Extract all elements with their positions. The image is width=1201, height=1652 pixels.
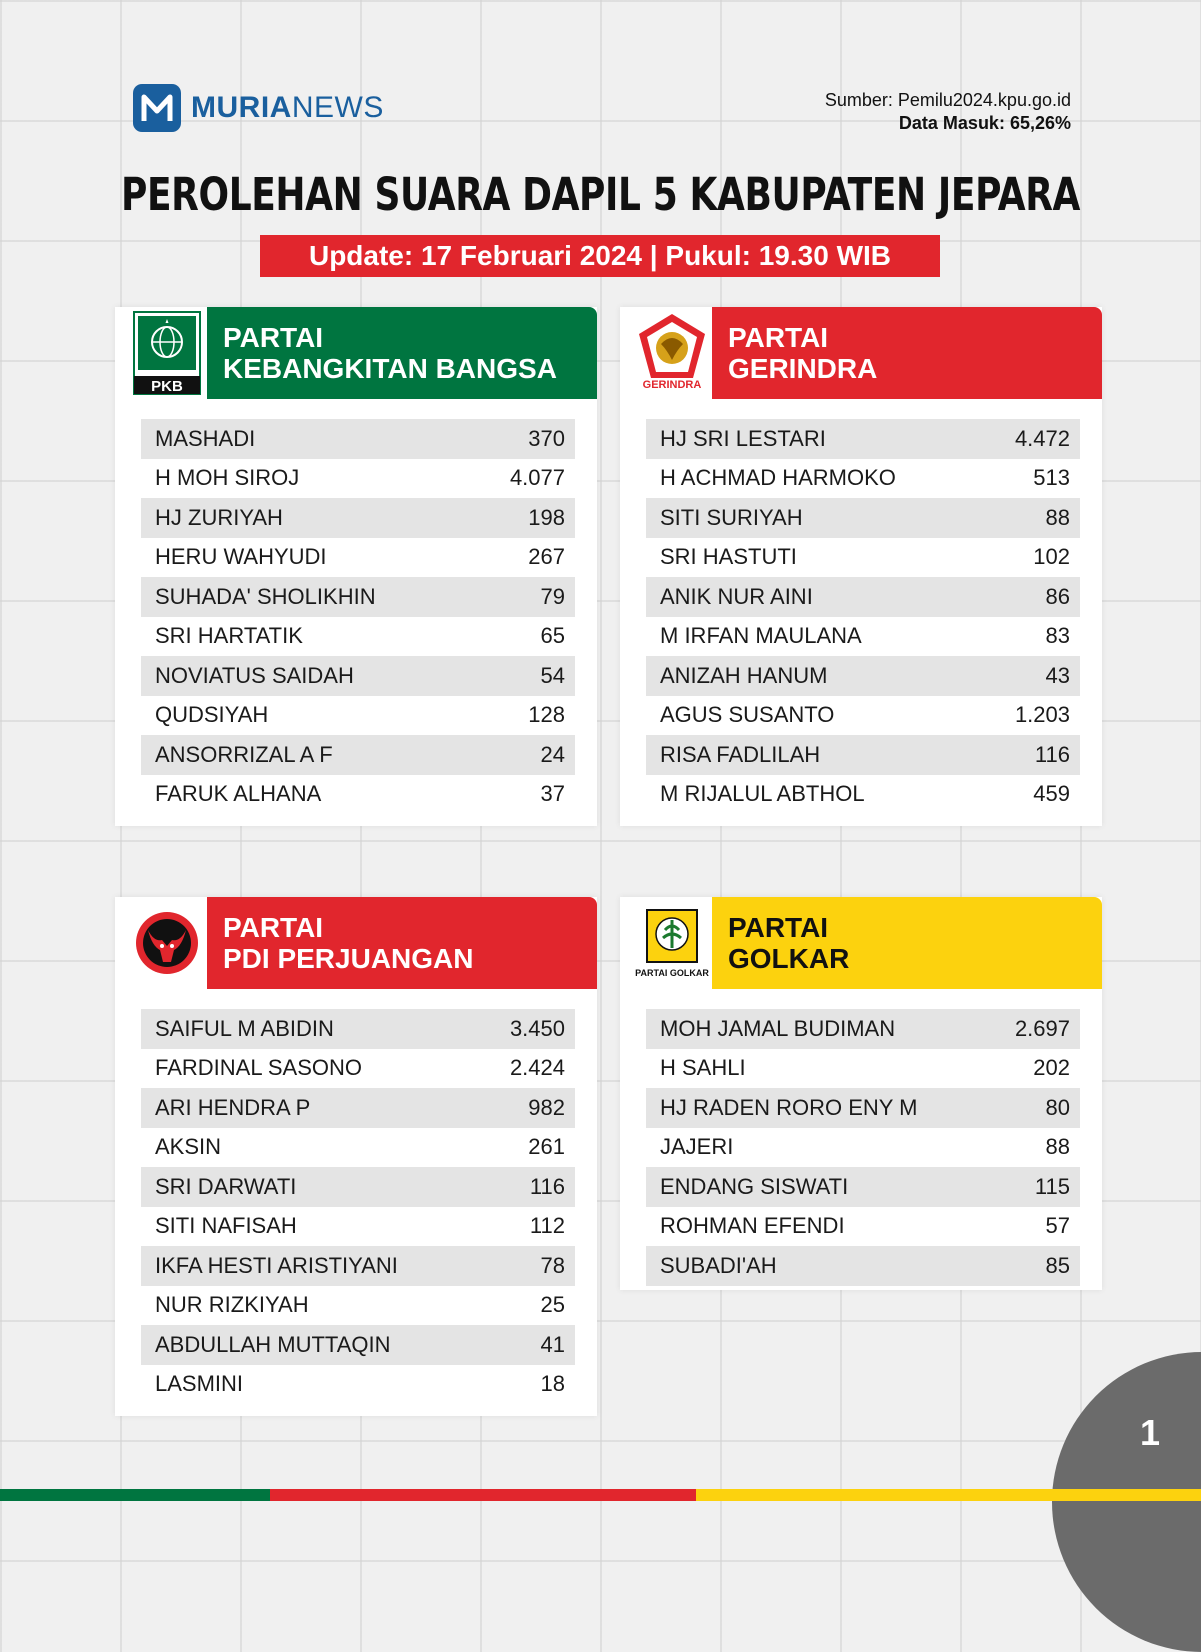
- golkar-logo-text: PARTAI GOLKAR: [635, 968, 709, 978]
- candidate-row: [646, 577, 1080, 617]
- candidate-name: ANIZAH HANUM: [660, 662, 828, 688]
- candidate-votes: 116: [1034, 741, 1070, 767]
- candidate-row: [141, 419, 575, 459]
- page-corner: [1052, 1352, 1201, 1652]
- candidate-votes: 128: [528, 702, 565, 728]
- candidate-votes: 65: [540, 623, 565, 649]
- candidate-name: ROHMAN EFENDI: [660, 1213, 845, 1239]
- candidate-votes: 1.203: [1014, 702, 1070, 728]
- candidate-votes: 4.472: [1014, 425, 1070, 451]
- candidate-votes: 4.077: [509, 465, 565, 491]
- candidate-row: [141, 775, 575, 815]
- candidate-name: AKSIN: [155, 1134, 222, 1160]
- gerindra-logo-text: GERINDRA: [642, 379, 702, 391]
- candidate-votes: 2.697: [1014, 1015, 1070, 1041]
- candidate-votes: 102: [1033, 544, 1070, 570]
- candidate-votes: 3.450: [509, 1015, 565, 1041]
- party-card-pdip: [115, 897, 597, 1416]
- candidate-name: H SAHLI: [660, 1055, 746, 1081]
- candidate-name: IKFA HESTI ARISTIYANI: [155, 1252, 398, 1278]
- candidate-name: ANSORRIZAL A F: [155, 741, 333, 767]
- candidate-name: SITI SURIYAH: [660, 504, 803, 530]
- candidate-row: [141, 617, 575, 657]
- candidate-name: SRI HASTUTI: [660, 544, 797, 570]
- candidate-row: [646, 656, 1080, 696]
- candidate-name: SITI NAFISAH: [155, 1213, 297, 1239]
- candidate-name: H MOH SIROJ: [155, 465, 300, 491]
- update-badge: Update: 17 Februari 2024 | Pukul: 19.30 WIB: [260, 235, 940, 277]
- candidate-votes: 112: [529, 1213, 565, 1239]
- candidate-votes: 79: [540, 583, 565, 609]
- candidate-name: NOVIATUS SAIDAH: [155, 662, 354, 688]
- candidate-row: [646, 538, 1080, 578]
- candidate-votes: 982: [528, 1094, 565, 1120]
- candidate-votes: 25: [540, 1292, 565, 1318]
- source-info: [825, 89, 1071, 135]
- candidate-name: HJ ZURIYAH: [155, 504, 283, 530]
- candidate-name: ANIK NUR AINI: [660, 583, 813, 609]
- party-header-pkb: [207, 307, 597, 399]
- candidate-row: [646, 1088, 1080, 1128]
- candidate-name: ARI HENDRA P: [155, 1094, 311, 1120]
- candidate-votes: 459: [1033, 781, 1070, 807]
- candidate-row: [141, 577, 575, 617]
- candidate-row: [646, 459, 1080, 499]
- party-header-gerindra: [712, 307, 1102, 399]
- candidate-row: [141, 1207, 575, 1247]
- candidate-row: [646, 1167, 1080, 1207]
- candidate-votes: 86: [1045, 583, 1070, 609]
- muria-m-icon: [133, 84, 181, 132]
- candidate-row: [646, 498, 1080, 538]
- candidate-name: MOH JAMAL BUDIMAN: [660, 1015, 896, 1041]
- candidate-votes: 80: [1045, 1094, 1070, 1120]
- pdip-logo-icon: [127, 899, 207, 987]
- pkb-logo-icon: [127, 309, 207, 397]
- candidate-votes: 57: [1045, 1213, 1070, 1239]
- candidate-name: JAJERI: [660, 1134, 734, 1160]
- candidate-votes: 115: [1034, 1173, 1070, 1199]
- party-name: GOLKAR: [728, 943, 850, 974]
- candidate-votes: 18: [540, 1371, 565, 1397]
- candidate-list-golkar: [646, 1009, 1080, 1286]
- candidate-votes: 54: [540, 662, 565, 688]
- candidate-row: [646, 1207, 1080, 1247]
- party-label: PARTAI: [223, 322, 324, 353]
- candidate-votes: 83: [1045, 623, 1070, 649]
- candidate-name: MASHADI: [155, 425, 256, 451]
- candidate-votes: 41: [540, 1331, 565, 1357]
- candidate-votes: 370: [528, 425, 565, 451]
- candidate-row: [141, 1128, 575, 1168]
- party-card-pkb: [115, 307, 597, 826]
- party-card-golkar: [620, 897, 1102, 1290]
- candidate-name: M IRFAN MAULANA: [660, 623, 862, 649]
- candidate-name: SUBADI'AH: [660, 1252, 777, 1278]
- candidate-list-pdip: [141, 1009, 575, 1404]
- brand-name: MURIANEWS: [191, 91, 384, 124]
- stripe-red: [270, 1489, 696, 1501]
- candidate-name: FARUK ALHANA: [155, 781, 322, 807]
- candidate-votes: 24: [540, 741, 565, 767]
- candidate-votes: 513: [1033, 465, 1070, 491]
- candidate-row: [141, 1286, 575, 1326]
- candidate-row: [141, 538, 575, 578]
- party-label: PARTAI: [728, 912, 829, 943]
- candidate-row: [141, 1365, 575, 1405]
- candidate-row: [646, 775, 1080, 815]
- candidate-row: [646, 419, 1080, 459]
- candidate-row: [141, 696, 575, 736]
- candidate-name: SAIFUL M ABIDIN: [155, 1015, 334, 1041]
- page-title: PEROLEHAN SUARA DAPIL 5 KABUPATEN JEPARA: [121, 168, 1081, 221]
- candidate-row: [141, 735, 575, 775]
- candidate-row: [141, 498, 575, 538]
- party-header-pdip: [207, 897, 597, 989]
- candidate-name: HJ RADEN RORO ENY M: [660, 1094, 918, 1120]
- golkar-logo-icon: [632, 899, 712, 987]
- candidate-row: [141, 1246, 575, 1286]
- muria-news-logo: [133, 84, 384, 132]
- candidate-votes: 198: [528, 504, 565, 530]
- candidate-row: [646, 696, 1080, 736]
- candidate-name: RISA FADLILAH: [660, 741, 821, 767]
- candidate-name: M RIJALUL ABTHOL: [660, 781, 865, 807]
- party-label: PARTAI: [223, 912, 324, 943]
- party-card-gerindra: [620, 307, 1102, 826]
- candidate-name: SRI DARWATI: [155, 1173, 297, 1199]
- candidate-row: [141, 459, 575, 499]
- candidate-row: [141, 656, 575, 696]
- candidate-votes: 116: [529, 1173, 565, 1199]
- stripe-yellow: [696, 1489, 1201, 1501]
- candidate-name: FARDINAL SASONO: [155, 1055, 363, 1081]
- candidate-list-gerindra: [646, 419, 1080, 814]
- candidate-name: HERU WAHYUDI: [155, 544, 327, 570]
- candidate-votes: 37: [540, 781, 565, 807]
- candidate-row: [646, 617, 1080, 657]
- candidate-votes: 85: [1045, 1252, 1070, 1278]
- pkb-logo-text: PKB: [151, 378, 183, 395]
- candidate-votes: 261: [528, 1134, 565, 1160]
- candidate-name: SRI HARTATIK: [155, 623, 303, 649]
- candidate-name: AGUS SUSANTO: [660, 702, 835, 728]
- candidate-votes: 43: [1045, 662, 1070, 688]
- party-label: PARTAI: [728, 322, 829, 353]
- party-header-golkar: [712, 897, 1102, 989]
- candidate-name: ENDANG SISWATI: [660, 1173, 849, 1199]
- candidate-row: [646, 1009, 1080, 1049]
- candidate-row: [141, 1167, 575, 1207]
- candidate-votes: 78: [540, 1252, 565, 1278]
- candidate-name: LASMINI: [155, 1371, 244, 1397]
- data-masuk: Data Masuk: 65,26%: [898, 113, 1071, 133]
- candidate-votes: 267: [528, 544, 565, 570]
- party-name: GERINDRA: [728, 353, 878, 384]
- candidate-name: NUR RIZKIYAH: [155, 1292, 309, 1318]
- candidate-votes: 202: [1033, 1055, 1070, 1081]
- party-name: KEBANGKITAN BANGSA: [223, 353, 557, 384]
- candidate-row: [646, 1049, 1080, 1089]
- party-name: PDI PERJUANGAN: [223, 943, 474, 974]
- candidate-row: [646, 1246, 1080, 1286]
- candidate-name: ABDULLAH MUTTAQIN: [155, 1331, 391, 1357]
- candidate-row: [141, 1325, 575, 1365]
- candidate-name: SUHADA' SHOLIKHIN: [155, 583, 376, 609]
- candidate-row: [141, 1049, 575, 1089]
- candidate-name: QUDSIYAH: [155, 702, 269, 728]
- candidate-votes: 88: [1045, 1134, 1070, 1160]
- page-number: 1: [1140, 1412, 1161, 1453]
- candidate-list-pkb: [141, 419, 575, 814]
- candidate-name: H ACHMAD HARMOKO: [660, 465, 896, 491]
- candidate-row: [141, 1088, 575, 1128]
- candidate-votes: 88: [1045, 504, 1070, 530]
- candidate-row: [646, 735, 1080, 775]
- stripe-green: [0, 1489, 270, 1501]
- source-line: Sumber: Pemilu2024.kpu.go.id: [824, 90, 1071, 110]
- candidate-row: [141, 1009, 575, 1049]
- candidate-name: HJ SRI LESTARI: [660, 425, 826, 451]
- candidate-votes: 2.424: [509, 1055, 565, 1081]
- candidate-row: [646, 1128, 1080, 1168]
- gerindra-logo-icon: [632, 309, 712, 397]
